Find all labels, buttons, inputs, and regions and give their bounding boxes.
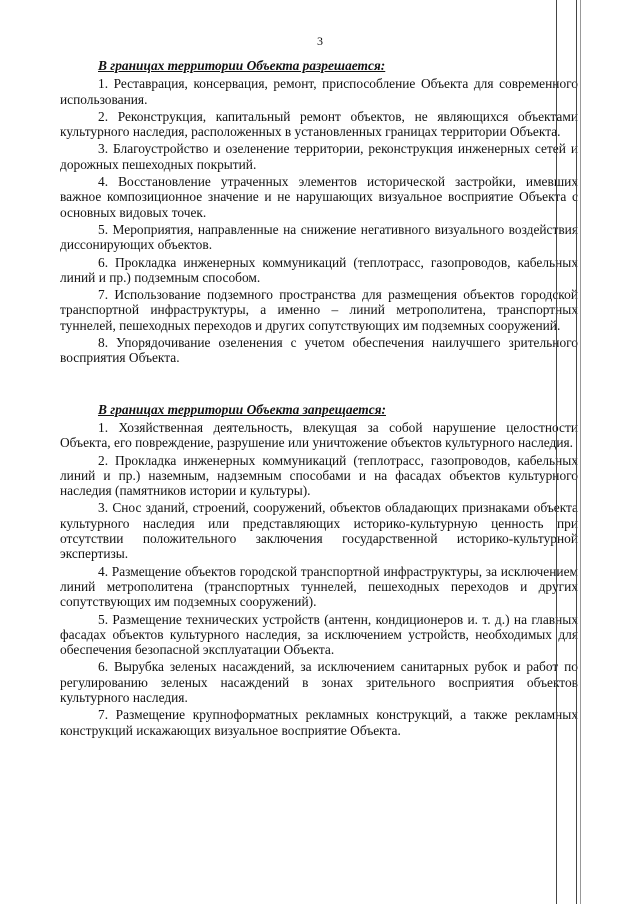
page-number: 3	[317, 34, 323, 48]
prohibited-item-6: 6. Вырубка зеленых насаждений, за исключением санитарных рубок и работ по регулированию зеленых насаждений в зонах зрительного восприятия объектов культурного наследия.	[60, 659, 578, 705]
prohibited-item-7: 7. Размещение крупноформатных рекламных конструкций, а также рекламных конструкций искажающих визуальное восприятие Объекта.	[60, 707, 578, 738]
prohibited-item-4: 4. Размещение объектов городской транспортной инфраструктуры, за исключением линий метрополитена (транспортных туннелей, пешеходных переходов и других сопутствующих им подземных сооружений).	[60, 563, 578, 610]
permitted-heading: В границах территории Объекта разрешается:	[98, 58, 386, 73]
permitted-item-3: 3. Благоустройство и озеленение территории, реконструкция инженерных сетей и дорожных пешеходных покрытий.	[60, 141, 578, 172]
permitted-item-5: 5. Мероприятия, направленные на снижение негативного визуального воздействия диссонирующих объектов.	[60, 221, 578, 253]
permitted-item-6: 6. Прокладка инженерных коммуникаций (теплотрасс, газопроводов, кабельных линий и пр.) подземным способом.	[60, 254, 578, 285]
section-spacer	[60, 368, 578, 402]
prohibited-item-1: 1. Хозяйственная деятельность, влекущая за собой нарушение целостности Объекта, его повреждение, разрушение или уничтожение объектов культурного наследия.	[60, 419, 578, 451]
scan-edge-line	[576, 0, 577, 904]
document-body	[60, 58, 578, 740]
permitted-item-4: 4. Восстановление утраченных элементов исторической застройки, имевших важное композиционное значение и не нарушающих визуальное восприятие Объекта с основных видовых точек.	[60, 174, 578, 220]
prohibited-item-2: 2. Прокладка инженерных коммуникаций (теплотрасс, газопроводов, кабельных линий и пр.) наземным, надземным способами и на фасадах объектов культурного наследия (памятников истории и культуры).	[60, 452, 578, 499]
prohibited-item-5: 5. Размещение технических устройств (антенн, кондиционеров и. т. д.) на главных фасадах объектов культурного наследия, за исключением устройств, необходимых для обеспечения безопасной эксплуатации Объекта.	[60, 611, 578, 658]
scan-edge-line	[580, 0, 581, 904]
permitted-item-2: 2. Реконструкция, капитальный ремонт объектов, не являющихся объектами культурного наследия, расположенных в установленных границах территории Объекта.	[60, 108, 578, 140]
prohibited-item-3: 3. Снос зданий, строений, сооружений, объектов обладающих признаками объекта культурного наследия или представляющих историко-культурную ценность при отсутствии положительного заключения государственной историко-культурной экспертизы.	[60, 500, 578, 562]
prohibited-heading: В границах территории Объекта запрещается:	[98, 401, 386, 417]
permitted-item-8: 8. Упорядочивание озеленения с учетом обеспечения наилучшего зрительного восприятия Объекта.	[60, 335, 578, 366]
permitted-item-7: 7. Использование подземного пространства для размещения объектов городской транспортной инфраструктуры, а именно – линий метрополитена, транспортных туннелей, пешеходных переходов и других сопутствующих им подземных сооружений.	[60, 287, 578, 333]
scan-edge-line	[556, 0, 557, 904]
permitted-item-1: 1. Реставрация, консервация, ремонт, приспособление Объекта для современного использования.	[60, 76, 578, 107]
